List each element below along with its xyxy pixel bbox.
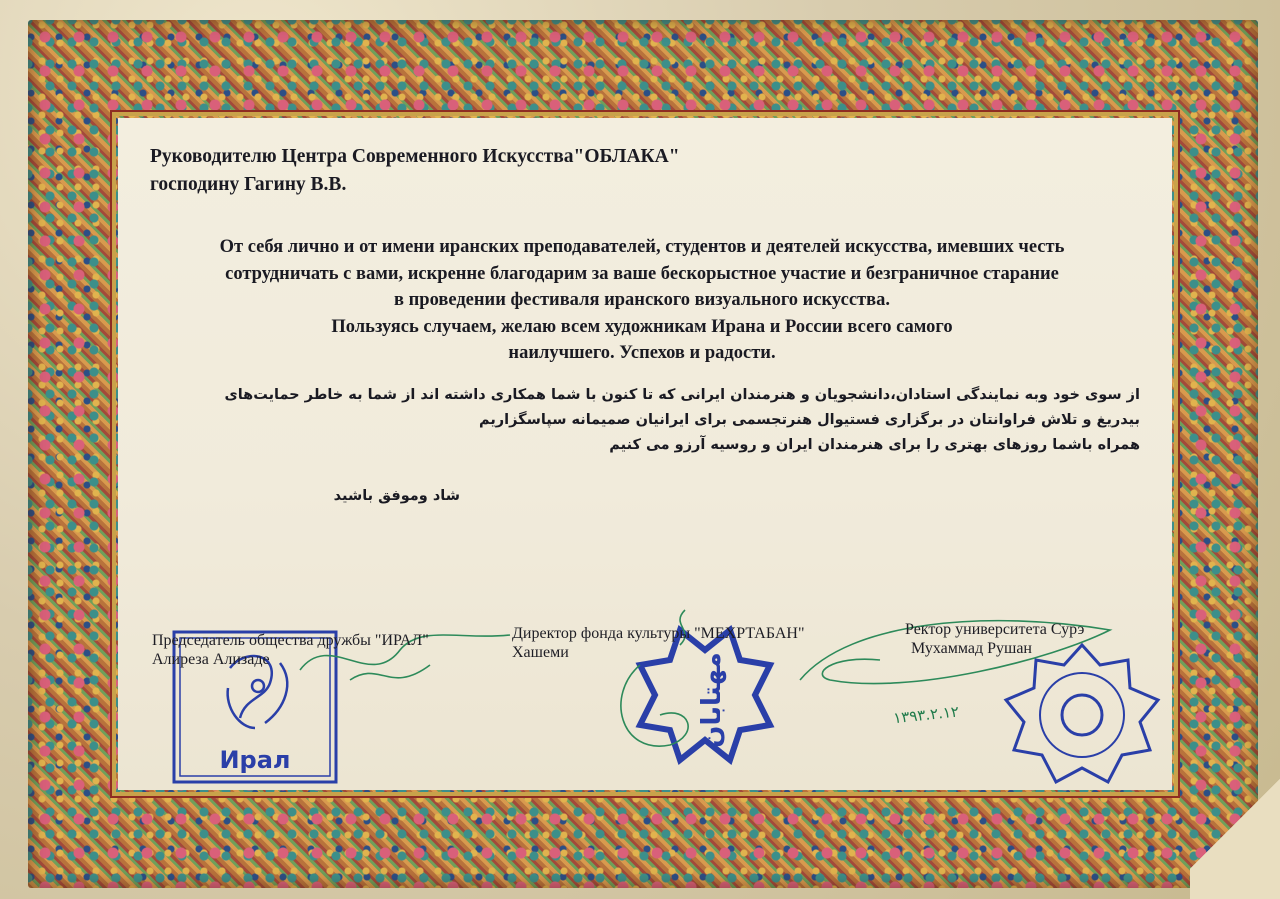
signatory-title: Директор фонда культуры "МЕХРТАБАН" — [512, 625, 805, 642]
seal-emblem-icon — [1062, 695, 1102, 735]
russian-line: Пользуясь случаем, желаю всем художникам Ирана и России всего самого — [331, 316, 953, 337]
signatory-name: Хашеми — [512, 644, 569, 661]
russian-line: в проведении фестиваля иранского визуального искусства. — [394, 290, 890, 310]
russian-line: От себя лично и от имени иранских преподавателей, студентов и деятелей искусства, имевших честь — [219, 237, 1065, 257]
signatory-surah — [905, 620, 1165, 658]
signatory-title: Председатель общества дружбы "ИРАЛ" — [152, 632, 429, 649]
persian-message — [224, 383, 1140, 458]
persian-line: بیدریغ و تلاش فراوانتان در برگزاری فستیوال هنرتجسمی برای ایرانیان صمیمانه سپاسگزاریم — [478, 412, 1140, 428]
persian-closing: شاد وموفق باشید — [333, 488, 460, 504]
addressee-block — [150, 143, 870, 199]
russian-message — [132, 234, 1152, 367]
mehrtaban-logo-text: مهتابان — [697, 652, 727, 748]
iral-stamp-label: Ирал — [219, 746, 291, 774]
signatory-name: Мухаммад Рушан — [911, 640, 1032, 657]
addressee-line: Руководителю Центра Современного Искусства"ОБЛАКА" — [150, 146, 680, 167]
handwritten-date: ۱۳۹۳.۲.۱۲ — [892, 702, 960, 728]
russian-line: сотрудничать с вами, искренне благодарим за ваше бескорыстное участие и безграничное старание — [225, 263, 1059, 284]
signatory-title: Ректор университета Сурэ — [905, 621, 1085, 638]
persian-line: همراه باشما روزهای بهتری را برای هنرمندان ایران و روسیه آرزو می کنیم — [609, 437, 1140, 453]
persian-line: از سوی خود وبه نمایندگی استادان،دانشجویان و هنرمندان ایرانی که تا کنون با شما همکاری داشته اند از شما به خاطر حمایت‌های — [224, 387, 1140, 403]
signatory-mehrtaban — [512, 624, 872, 662]
signatory-name: Алиреза Ализаде — [152, 651, 270, 668]
russian-line: наилучшего. Успехов и радости. — [508, 343, 776, 363]
addressee-line: господину Гагину В.В. — [150, 174, 347, 195]
signatory-iral — [152, 631, 492, 669]
paper-corner-fold — [1190, 749, 1280, 899]
